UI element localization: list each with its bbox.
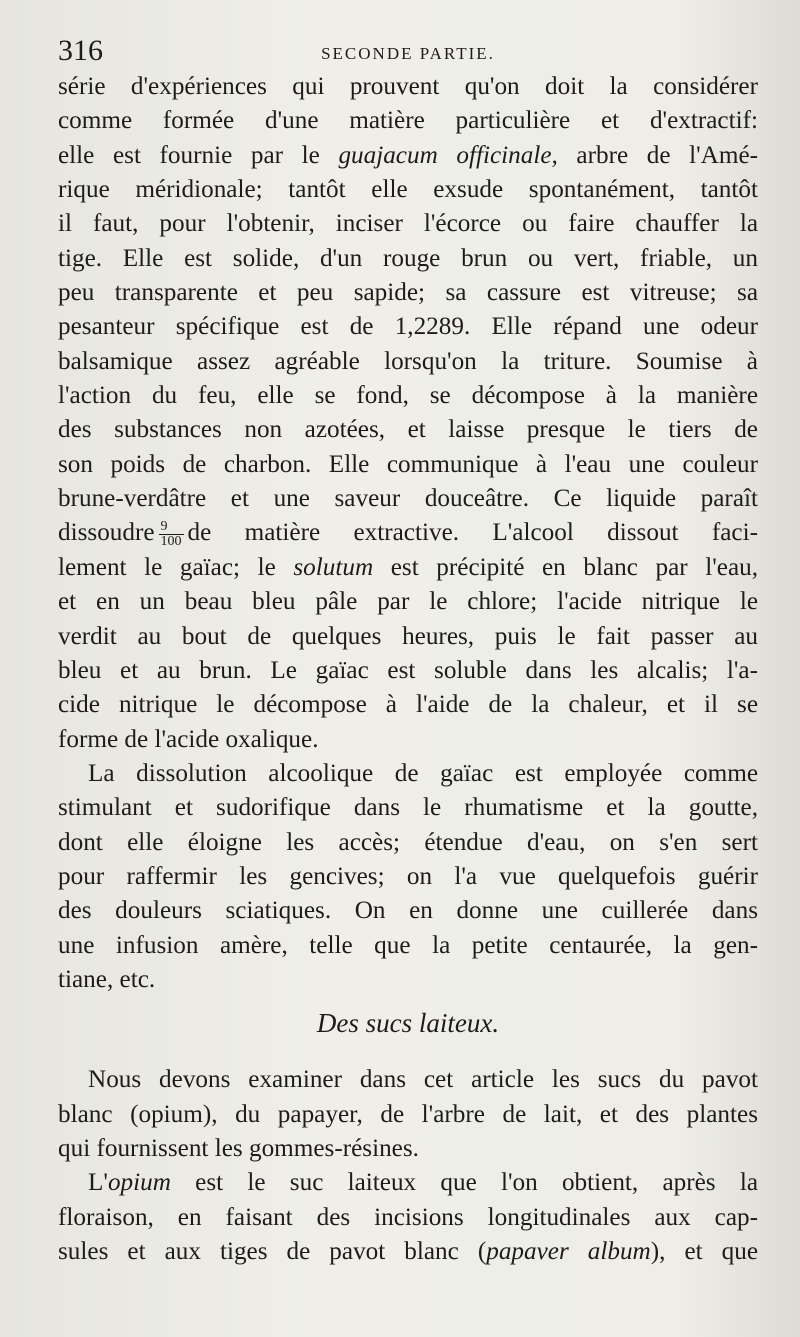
italic-term: solutum: [293, 553, 374, 581]
text-line: dont elle éloigne les accès; étendue d'eau, on s'en sert: [58, 828, 758, 856]
page-number: 316: [58, 34, 103, 67]
text-line: forme de l'acide oxalique.: [58, 725, 319, 753]
text-line: rique méridionale; tantôt elle exsude spontanément, tantôt: [58, 176, 758, 204]
paragraph-guaiac-properties: [58, 70, 758, 757]
text-line: une infusion amère, telle que la petite centaurée, la gen-: [58, 931, 758, 959]
text-line: des substances non azotées, et laisse presque le tiers de: [58, 416, 758, 444]
paragraph-guaiac-uses: [58, 757, 758, 997]
text-line: tige. Elle est solide, d'un rouge brun ou vert, friable, un: [58, 244, 758, 272]
text-line: verdit au bout de quelques heures, puis le fait passer au: [58, 622, 758, 650]
text-line: lement le gaïac; le solutum est précipité en blanc par l'eau,: [58, 553, 759, 581]
text-line: et en un beau bleu pâle par le chlore; l'acide nitrique le: [58, 588, 758, 616]
text-line: sules et aux tiges de pavot blanc (papaver album), et que: [58, 1238, 758, 1265]
page-header: [58, 32, 758, 72]
text-line: série d'expériences qui prouvent qu'on doit la considérer: [58, 73, 758, 100]
text-line: La dissolution alcoolique de gaïac est employée comme: [88, 759, 758, 787]
page-body: [58, 70, 758, 1269]
section-heading: Des sucs laiteux.: [316, 1008, 500, 1039]
italic-term: papaver album: [486, 1238, 651, 1265]
fraction-numerator: 9: [159, 520, 184, 535]
running-title: SECONDE PARTIE.: [321, 44, 495, 63]
text-line: cide nitrique le décompose à l'aide de la chaleur, et il se: [58, 691, 758, 719]
text-line: floraison, en faisant des incisions longitudinales aux cap-: [58, 1203, 758, 1231]
italic-term: opium: [107, 1169, 171, 1197]
text-line: tiane, etc.: [58, 965, 156, 993]
paragraph-milky-juices-intro: [58, 1063, 758, 1166]
text-line: son poids de charbon. Elle communique à l'eau une couleur: [58, 450, 758, 478]
text-line: il faut, pour l'obtenir, inciser l'écorce ou faire chauffer la: [58, 210, 758, 238]
text-line: stimulant et sudorifique dans le rhumatisme et la goutte,: [58, 794, 758, 822]
paragraph-opium: [58, 1166, 758, 1269]
text-line: balsamique assez agréable lorsqu'on la triture. Soumise à: [58, 347, 758, 375]
text-line: comme formée d'une matière particulière et d'extractif:: [58, 107, 758, 135]
text-line: dissoudre $\frac{9}{100}$ de matière extractive. L'alcool dissout faci-: [58, 519, 758, 550]
text-line: blanc (opium), du papayer, de l'arbre de lait, et des plantes: [58, 1100, 758, 1128]
text-line: peu transparente et peu sapide; sa cassure est vitreuse; sa: [58, 279, 758, 307]
text-line: bleu et au brun. Le gaïac est soluble dans les alcalis; l'a-: [58, 656, 758, 684]
text-line: pesanteur spécifique est de 1,2289. Elle répand une odeur: [58, 313, 758, 341]
text-line: L'opium est le suc laiteux que l'on obtient, après la: [88, 1169, 759, 1197]
text-line: qui fournissent les gommes-résines.: [58, 1134, 419, 1162]
text-line: elle est fournie par le guajacum officinale, arbre de l'Amé-: [58, 141, 759, 169]
italic-term: guajacum officinale,: [338, 141, 558, 169]
text-line: Nous devons examiner dans cet article les sucs du pavot: [88, 1066, 758, 1094]
text-line: des douleurs sciatiques. On en donne une cuillerée dans: [58, 897, 758, 925]
fraction: [159, 520, 184, 549]
text-line: l'action du feu, elle se fond, se décompose à la manière: [58, 382, 758, 410]
text-line: brune-verdâtre et une saveur douceâtre. Ce liquide paraît: [58, 485, 758, 513]
text-line: pour raffermir les gencives; on l'a vue quelquefois guérir: [58, 862, 758, 890]
fraction-denominator: 100: [160, 534, 182, 550]
